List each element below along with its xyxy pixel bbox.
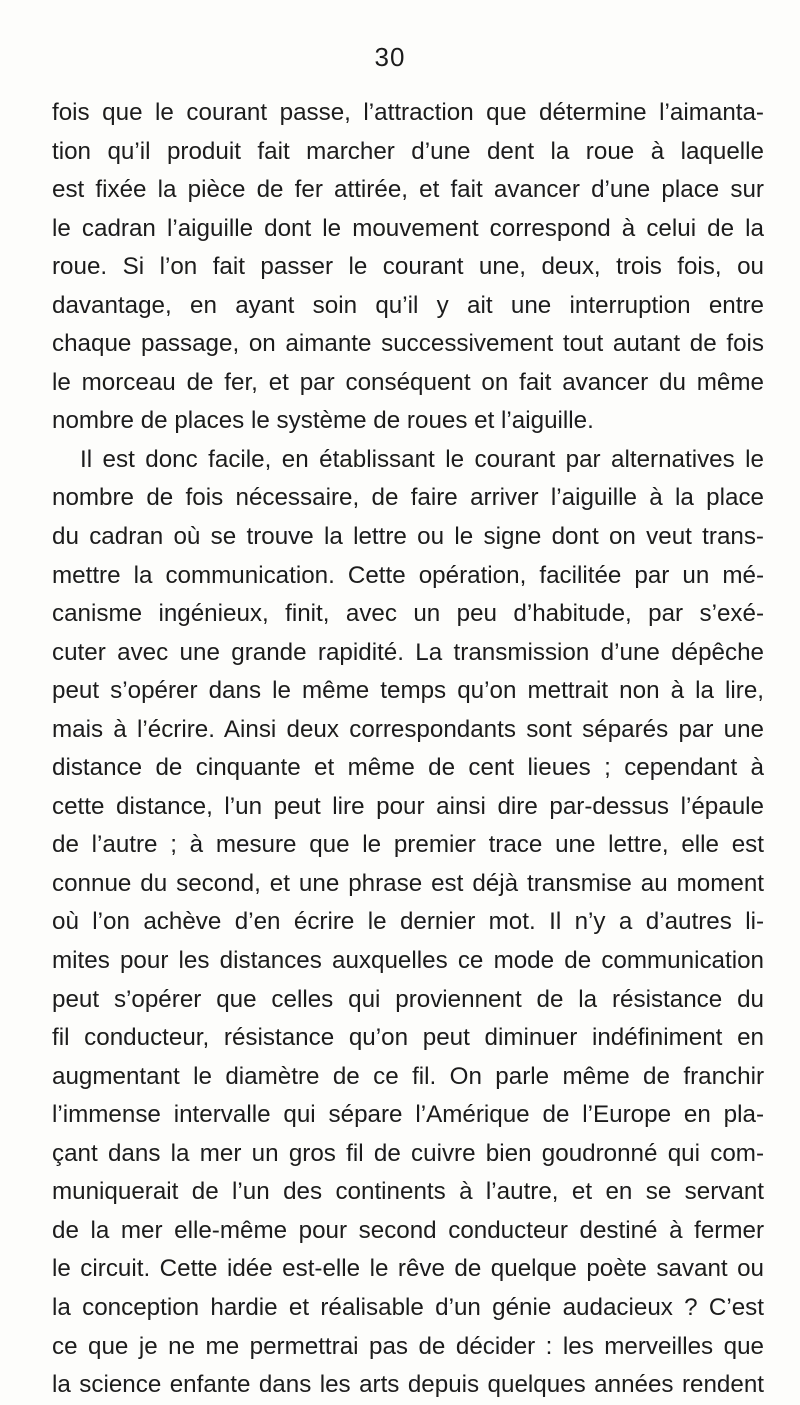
text-line: de la mer elle-même pour second conducteur destiné à fermer	[52, 1216, 764, 1244]
text-line: où l’on achève d’en écrire le dernier mot. Il n’y a d’autres li-	[52, 908, 764, 936]
text-line: l’immense intervalle qui sépare l’Amérique de l’Europe en pla-	[52, 1101, 764, 1129]
text-line: mais à l’écrire. Ainsi deux correspondants sont séparés par une	[52, 715, 764, 743]
text-line: cette distance, l’un peut lire pour ainsi dire par-dessus l’épaule	[52, 792, 764, 820]
text-line: ce que je ne me permettrai pas de décider : les merveilles que	[52, 1332, 764, 1360]
text-line: peut s’opérer dans le même temps qu’on mettrait non à la lire,	[52, 677, 764, 705]
text-line: chaque passage, on aimante successivement tout autant de fois	[52, 330, 764, 358]
text-line: distance de cinquante et même de cent lieues ; cependant à	[52, 754, 764, 782]
text-line: muniquerait de l’un des continents à l’autre, et en se servant	[52, 1178, 764, 1206]
text-line: çant dans la mer un gros fil de cuivre bien goudronné qui com-	[52, 1139, 764, 1167]
text-line: la conception hardie et réalisable d’un génie audacieux ? C’est	[52, 1293, 764, 1321]
text-line: tion qu’il produit fait marcher d’une dent la roue à laquelle	[52, 137, 764, 165]
text-line: augmentant le diamètre de ce fil. On parle même de franchir	[52, 1062, 764, 1090]
text-line: nombre de fois nécessaire, de faire arriver l’aiguille à la place	[52, 484, 764, 512]
text-line: roue. Si l’on fait passer le courant une, deux, trois fois, ou	[52, 253, 764, 281]
text-line: fois que le courant passe, l’attraction que détermine l’aimanta-	[52, 99, 764, 126]
text-line: le cadran l’aiguille dont le mouvement correspond à celui de la	[52, 214, 764, 242]
page-number: 30	[374, 42, 406, 72]
text-line: est fixée la pièce de fer attirée, et fait avancer d’une place sur	[52, 176, 764, 204]
text-line: fil conducteur, résistance qu’on peut diminuer indéfiniment en	[52, 1024, 764, 1052]
text-line: la science enfante dans les arts depuis quelques années rendent	[52, 1371, 764, 1399]
text-line: du cadran où se trouve la lettre ou le signe dont on veut trans-	[52, 523, 764, 551]
text-line: peut s’opérer que celles qui proviennent de la résistance du	[52, 985, 764, 1013]
text-line: mites pour les distances auxquelles ce mode de communication	[52, 947, 764, 975]
paragraph-start-line: Il est donc facile, en établissant le courant par alternatives le	[80, 445, 764, 473]
text-line: davantage, en ayant soin qu’il y ait une interruption entre	[52, 291, 764, 319]
text-line: de l’autre ; à mesure que le premier trace une lettre, elle est	[52, 831, 764, 859]
text-line: cuter avec une grande rapidité. La transmission d’une dépêche	[52, 638, 764, 666]
body-text	[52, 94, 764, 1405]
text-line: canisme ingénieux, finit, avec un peu d’habitude, par s’exé-	[52, 600, 764, 628]
text-line: connue du second, et une phrase est déjà transmise au moment	[52, 869, 764, 897]
text-line: le circuit. Cette idée est-elle le rêve de quelque poète savant ou	[52, 1255, 764, 1283]
text-line: le morceau de fer, et par conséquent on fait avancer du même	[52, 368, 764, 396]
paragraph-end-line: nombre de places le système de roues et l’aiguille.	[52, 407, 594, 435]
text-line: mettre la communication. Cette opération, facilitée par un mé-	[52, 561, 764, 589]
